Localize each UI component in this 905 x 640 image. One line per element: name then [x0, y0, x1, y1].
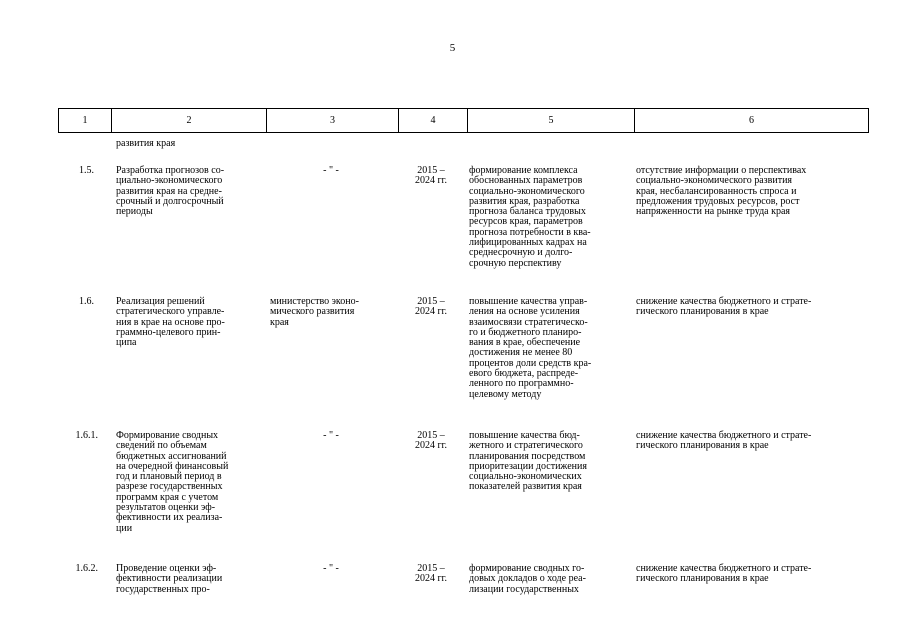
- row-number: 1.6.1.: [75, 430, 98, 441]
- executor: - " -: [323, 563, 339, 574]
- executor: - " -: [323, 165, 339, 176]
- row-number: 1.6.: [79, 296, 94, 307]
- implementation-period: 2015 – 2024 гг.: [414, 430, 448, 452]
- consequences: отсутствие информации о перспективах социально-экономического развития края, несбалансированность спроса и предложения трудовых ресурсов, рост напряженности на рынке труда края: [636, 165, 807, 218]
- executor: - " -: [323, 430, 339, 441]
- measure-name: Формирование сводных сведений по объемам бюджетных ассигнований на очередной финансовый год и плановый период в разрезе государственных программ края с учетом результатов оценки эф- фективности их реализа- ции: [116, 430, 229, 534]
- consequences: снижение качества бюджетного и страте- гического планирования в крае: [636, 296, 812, 318]
- consequences: снижение качества бюджетного и страте- гического планирования в крае: [636, 430, 812, 452]
- implementation-period: 2015 – 2024 гг.: [414, 563, 448, 585]
- column-header: 3: [267, 109, 399, 133]
- consequences: снижение качества бюджетного и страте- гического планирования в крае: [636, 563, 812, 585]
- measure-name: Разработка прогнозов со- циально-экономического развития края на средне- срочный и долгосрочный периоды: [116, 165, 225, 218]
- page-number: 5: [449, 42, 456, 54]
- implementation-period: 2015 – 2024 гг.: [414, 296, 448, 318]
- column-header: 2: [112, 109, 267, 133]
- executor: министерство эконо- мического развития края: [270, 296, 359, 328]
- implementation-period: 2015 – 2024 гг.: [414, 165, 448, 187]
- row-number: 1.6.2.: [75, 563, 98, 574]
- column-header: 1: [59, 109, 112, 133]
- expected-result: формирование сводных го- довых докладов о ходе реа- лизации государственных: [469, 563, 586, 595]
- measure-name: Реализация решений стратегического управле- ния в крае на основе про- граммно-целевого прин- ципа: [116, 296, 225, 349]
- column-header: 6: [635, 109, 869, 133]
- column-header: 4: [399, 109, 468, 133]
- column-header-row: [59, 109, 869, 133]
- expected-result: повышение качества бюд- жетного и стратегического планирования посредством приоритезации достижения социально-экономических показателей развития края: [469, 430, 587, 493]
- row-number: 1.5.: [79, 165, 94, 176]
- measure-name: Проведение оценки эф- фективности реализации государственных про-: [116, 563, 223, 595]
- column-header: 5: [468, 109, 635, 133]
- column-header-table: [58, 108, 869, 133]
- continuation-text: развития края: [116, 138, 176, 149]
- expected-result: повышение качества управ- ления на основе усиления взаимосвязи стратегическо- го и бюджетного планиро- вания в крае, обеспечение достижения не менее 80 процентов доли средств кра- евого бюджета, распреде- ленного по программно- целевому методу: [469, 296, 592, 400]
- expected-result: формирование комплекса обоснованных параметров социально-экономического развития края, разработка прогноза баланса трудовых ресурсов края, параметров прогноза потребности в ква- лифицированных кадрах на среднесрочную и долго- срочную перспективу: [469, 165, 591, 269]
